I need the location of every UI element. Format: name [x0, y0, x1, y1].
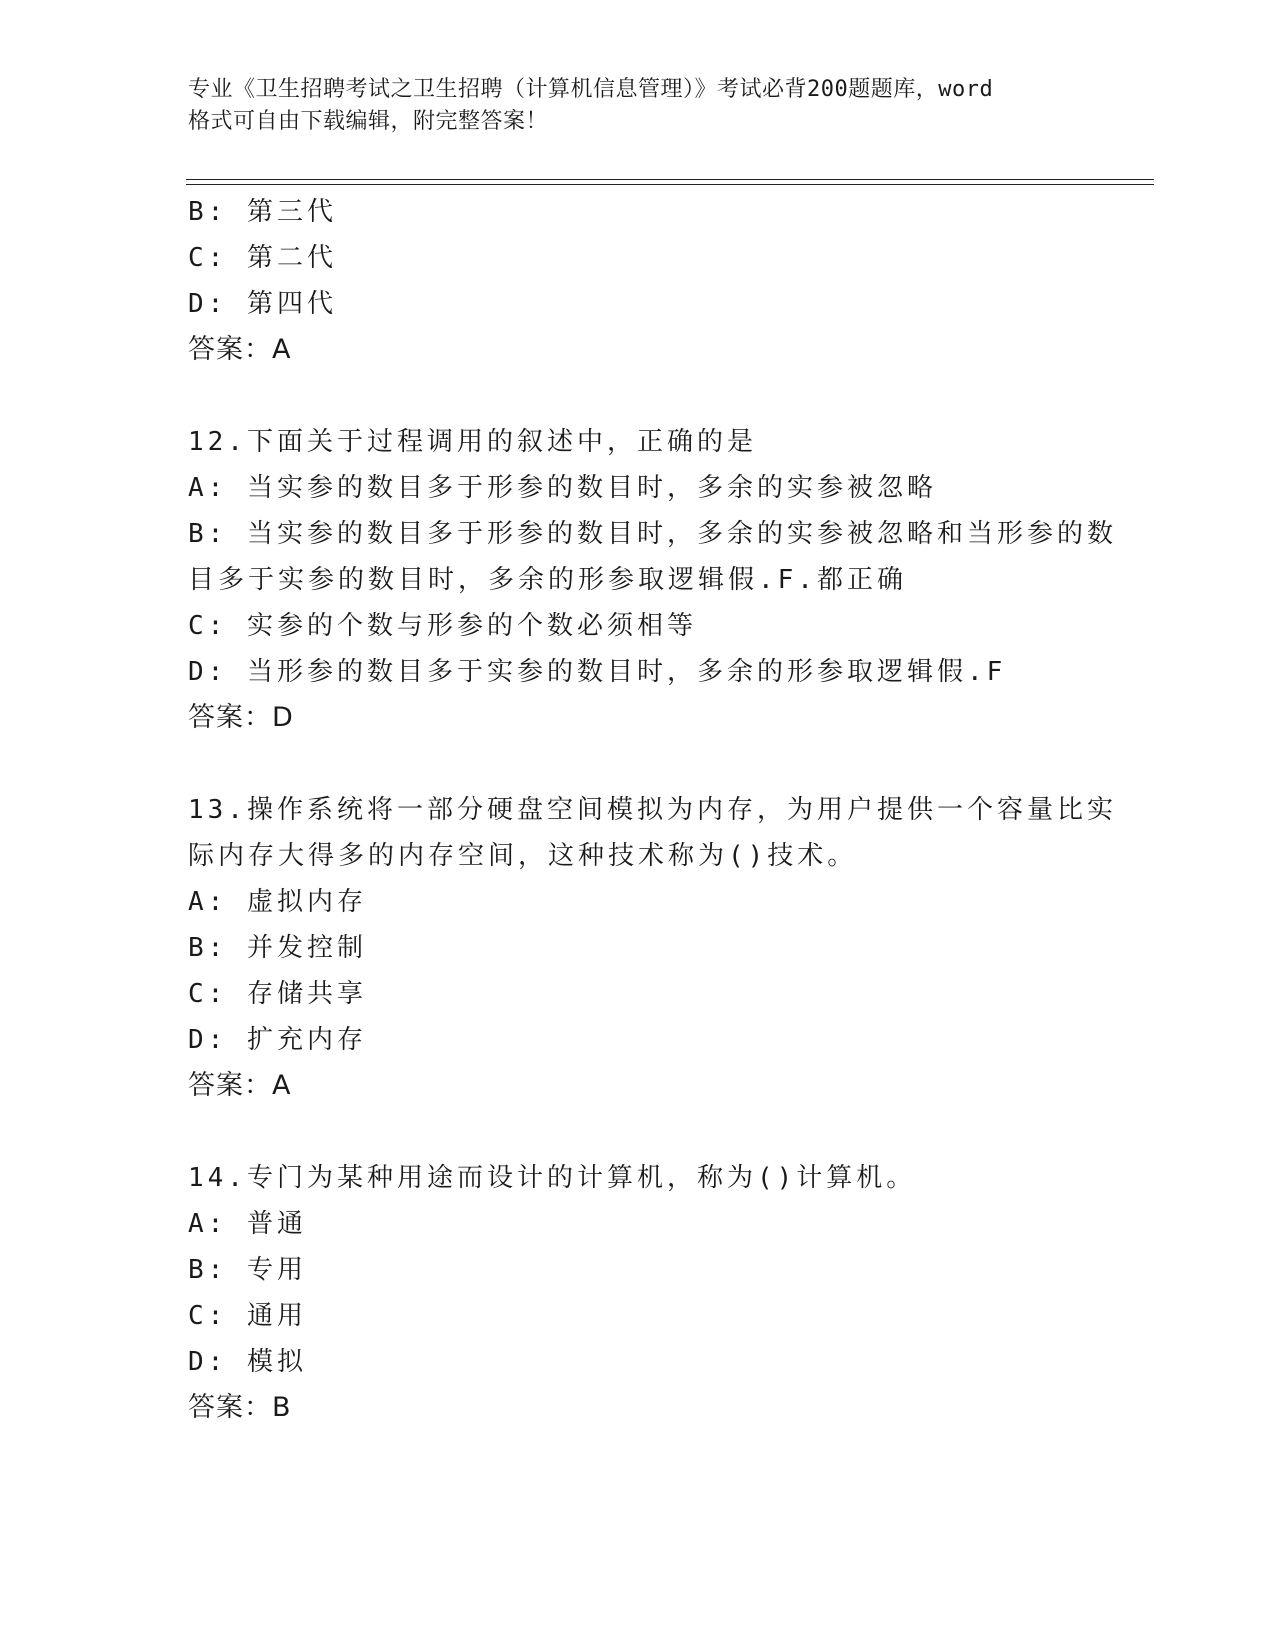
option-c: C: 存储共享	[188, 979, 367, 1009]
question-11-continued	[188, 189, 1088, 373]
option-d: D: 第四代	[188, 289, 337, 319]
document-header	[188, 74, 1088, 138]
option-b-continued: 目多于实参的数目时，多余的形参取逻辑假.F.都正确	[188, 565, 907, 595]
question-stem: 14.专门为某种用途而设计的计算机，称为()计算机。	[188, 1163, 917, 1193]
spacer	[188, 373, 1088, 419]
question-14	[188, 1155, 1088, 1431]
header-line-1: 专业《卫生招聘考试之卫生招聘（计算机信息管理）》考试必背200题题库，word	[188, 77, 994, 102]
question-stem-continued: 际内存大得多的内存空间，这种技术称为()技术。	[188, 841, 858, 871]
option-b: B: 当实参的数目多于形参的数目时，多余的实参被忽略和当形参的数	[188, 519, 1117, 549]
question-13	[188, 787, 1117, 1109]
option-d: D: 当形参的数目多于实参的数目时，多余的形参取逻辑假.F	[188, 657, 1007, 687]
option-c: C: 通用	[188, 1301, 307, 1331]
question-content	[188, 189, 1117, 1431]
answer: 答案：A	[188, 1070, 292, 1101]
answer: 答案：A	[188, 334, 292, 365]
question-stem: 13.操作系统将一部分硬盘空间模拟为内存，为用户提供一个容量比实	[188, 795, 1117, 825]
option-b: B: 并发控制	[188, 933, 367, 963]
option-d: D: 模拟	[188, 1347, 307, 1377]
header-divider-top	[186, 179, 1154, 180]
option-b: B: 第三代	[188, 197, 337, 227]
option-c: C: 实参的个数与形参的个数必须相等	[188, 611, 697, 641]
answer: 答案：B	[188, 1392, 292, 1423]
question-12	[188, 419, 1117, 741]
header-divider-bottom	[186, 184, 1154, 185]
question-stem: 12.下面关于过程调用的叙述中，正确的是	[188, 427, 757, 457]
spacer	[188, 741, 1088, 787]
option-a: A: 普通	[188, 1209, 307, 1239]
option-a: A: 当实参的数目多于形参的数目时，多余的实参被忽略	[188, 473, 937, 503]
option-a: A: 虚拟内存	[188, 887, 367, 917]
option-c: C: 第二代	[188, 243, 337, 273]
spacer	[188, 1109, 1088, 1155]
option-b: B: 专用	[188, 1255, 307, 1285]
option-d: D: 扩充内存	[188, 1025, 367, 1055]
answer: 答案：D	[188, 702, 294, 733]
header-line-2: 格式可自由下载编辑，附完整答案！	[188, 109, 549, 134]
